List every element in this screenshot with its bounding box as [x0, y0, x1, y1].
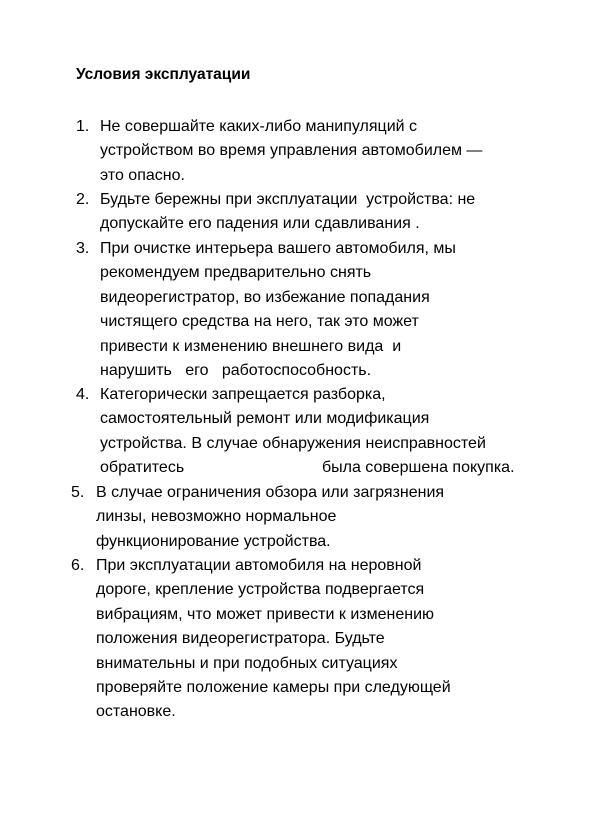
list-item-text-line: самостоятельный ремонт или модификация — [100, 410, 430, 428]
list-item-text-line: привести к изменению внешнего вида и — [100, 337, 402, 355]
list-item-text-line: В случае ограничения обзора или загрязнения — [96, 484, 445, 501]
list-item-text-line: устройством во время управления автомобилем — — [100, 142, 483, 160]
list-item-5 — [71, 481, 571, 554]
list-item-number: 6. — [71, 557, 85, 574]
list-item-text-line: При эксплуатации автомобиля на неровной — [96, 557, 422, 574]
list-item-text-line: допускайте его падения или сдавливания . — [100, 215, 420, 233]
list-item-2 — [76, 188, 576, 237]
list-item-text-line: вибрациям, что может привести к изменению — [96, 605, 434, 623]
list-item-text-line: обратитесь была совершена покупка. — [100, 459, 515, 477]
list-item-number: 3. — [76, 240, 90, 257]
list-item-text-line: При очистке интерьера вашего автомобиля, мы — [100, 240, 456, 257]
list-item-1 — [76, 115, 576, 188]
list-item-6 — [71, 554, 571, 725]
list-item-text-line: остановке. — [96, 703, 176, 721]
list-item-text-line: Категорически запрещается разборка, — [100, 386, 386, 403]
list-item-text-line: функционирование устройства. — [96, 532, 331, 550]
list-item-text-line: устройства. В случае обнаружения неисправностей — [100, 434, 486, 452]
list-item-text-line: Не совершайте каких-либо манипуляций с — [100, 118, 418, 135]
list-item-text-line: видеорегистратор, во избежание попадания — [100, 288, 430, 306]
list-item-3 — [76, 237, 576, 383]
list-item-text-line: положения видеорегистратора. Будьте — [96, 630, 385, 648]
page-title: Условия эксплуатации — [76, 66, 251, 83]
list-item-text-line: линзы, невозможно нормальное — [96, 508, 337, 526]
list-item-text-line: это опасно. — [100, 166, 185, 184]
list-item-text-line: дороге, крепление устройства подвергается — [96, 581, 425, 599]
list-item-text-line: рекомендуем предварительно снять — [100, 264, 372, 282]
list-item-number: 5. — [71, 484, 85, 501]
list-item-text-line: внимательны и при подобных ситуациях — [96, 654, 398, 672]
list-item-number: 1. — [76, 118, 90, 135]
list-item-text-line: нарушить его работоспособность. — [100, 362, 372, 380]
list-item-text-line: Будьте бережны при эксплуатации устройства: не — [100, 191, 476, 208]
list-item-text-line: чистящего средства на него, так это может — [100, 313, 419, 331]
list-item-text-line: проверяйте положение камеры при следующей — [96, 679, 451, 697]
list-item-number: 2. — [76, 191, 90, 208]
list-item-4 — [76, 383, 586, 481]
list-item-number: 4. — [76, 386, 90, 403]
